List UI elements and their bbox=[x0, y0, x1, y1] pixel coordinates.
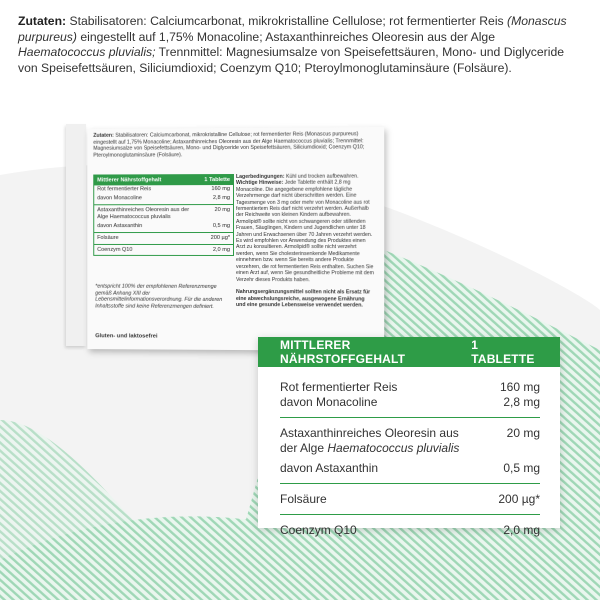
row-value: 0,5 mg bbox=[503, 461, 540, 475]
row-value: 2,8 mg bbox=[503, 395, 540, 409]
divider bbox=[280, 483, 540, 484]
ingredients-label: Zutaten: bbox=[18, 14, 67, 28]
package-ingredients-label: Zutaten: bbox=[93, 132, 114, 139]
ingredients-text bbox=[18, 14, 583, 76]
storage-text: Kühl und trocken aufbewahren. bbox=[284, 173, 359, 180]
row-label: davon Monacoline bbox=[280, 395, 378, 409]
ingredients-part: Stabilisatoren: Calciumcarbonat, mikrokristalline Cellulose; rot fermentierter Reis bbox=[66, 14, 508, 28]
row-label bbox=[280, 426, 470, 456]
row-label-italic: Haematococcus pluvialis bbox=[327, 441, 460, 455]
table-row bbox=[280, 426, 540, 456]
row-label: davon Astaxanthin bbox=[280, 461, 379, 475]
row-label: davon Monacoline bbox=[97, 195, 142, 202]
divider bbox=[280, 514, 540, 515]
ingredients-italic: Haematococcus pluvialis; bbox=[18, 45, 156, 60]
row-label: Folsäure bbox=[280, 492, 327, 506]
storage-label: Lagerbedingungen: bbox=[235, 173, 285, 180]
table-row bbox=[94, 185, 233, 194]
nutrition-card bbox=[258, 337, 560, 537]
package-ingredients-text: Stabilisatoren: Calciumcarbonat, mikrokristalline Cellulose; rot fermentierter Reis (Monascus purpureus) eingestellt auf 1,75% Monacoline; Astaxanthinreiches Oleoresin aus der Alge Haematococcus pluvialis; Trennmittel: Magnesiumsalze von Speisefettsäuren, Mono- und Diglyceride von Speisefettsäuren, Siliciumdioxid; Coenzym Q10; Pteroylmonoglutaminsäure (Folsäure). bbox=[93, 131, 365, 159]
table-row bbox=[280, 523, 540, 538]
divider bbox=[280, 417, 540, 418]
package-table-head-left: Mittlerer Nährstoffgehalt bbox=[97, 177, 162, 184]
row-label: Rot fermentierter Reis bbox=[97, 186, 152, 193]
package-table-header bbox=[94, 175, 233, 185]
package-nutrition-table bbox=[93, 174, 234, 256]
row-value: 0,5 mg bbox=[212, 223, 231, 230]
table-row bbox=[94, 222, 233, 231]
ingredients-part: eingestellt auf 1,75% Monacoline; Astaxanthinreiches Oleoresin aus der Alge bbox=[76, 29, 495, 44]
row-value: 20 mg bbox=[506, 426, 540, 440]
package-table-head-right: 1 Tablette bbox=[204, 177, 231, 184]
row-label: Coenzym Q10 bbox=[97, 246, 133, 253]
row-value: 200 µg* bbox=[498, 492, 540, 506]
package-side bbox=[66, 124, 86, 346]
table-row bbox=[94, 194, 233, 203]
row-value: 160 mg bbox=[211, 186, 231, 193]
table-row bbox=[280, 461, 540, 476]
row-value: 200 µg* bbox=[210, 235, 231, 241]
row-label: Rot fermentierter Reis bbox=[280, 380, 398, 394]
table-row bbox=[280, 395, 540, 410]
row-label: davon Astaxanthin bbox=[97, 223, 143, 230]
row-label: Coenzym Q10 bbox=[280, 523, 357, 537]
row-value: 160 mg bbox=[499, 380, 540, 394]
package-gluten-note: Gluten- und laktosefrei bbox=[95, 333, 158, 340]
product-package bbox=[87, 127, 384, 351]
package-warnings bbox=[236, 173, 375, 309]
nutrition-card-body bbox=[258, 367, 560, 538]
nutrition-card-header bbox=[258, 337, 560, 367]
divider bbox=[94, 244, 233, 245]
table-row bbox=[280, 380, 540, 395]
row-label: Astaxanthinreiches Oleoresin aus der Alge Haematococcus pluvialis bbox=[97, 207, 190, 221]
table-row bbox=[94, 234, 233, 243]
table-row bbox=[280, 492, 540, 507]
divider bbox=[94, 232, 233, 233]
row-value: 2,0 mg bbox=[212, 246, 231, 253]
row-value: 20 mg bbox=[214, 207, 231, 214]
warning-label: Wichtige Hinweise: bbox=[235, 180, 284, 187]
package-ingredients bbox=[93, 131, 377, 159]
ingredients-part: Trennmittel: Magnesiumsalze von Speisefettsäuren, Mono- und Diglyceride von Speisefettsäuren, Siliciumdioxid; Coenzym Q10; Pteroylmonoglutaminsäure (Folsäure). bbox=[18, 45, 564, 75]
card-header-unit: 1 TABLETTE bbox=[471, 338, 535, 366]
package-footnote: *entspricht 100% der empfohlenen Referenzmenge gemäß Anhang XIII der Lebensmittelinformationsverordnung. Für die anderen Inhaltsstoffe sind keine Referenzmengen definiert. bbox=[95, 283, 223, 310]
row-label-text: Astaxanthinreiches Oleoresin aus der Alge bbox=[280, 426, 459, 455]
card-header-title: MITTLERER NÄHRSTOFFGEHALT bbox=[280, 338, 406, 366]
ingredients-italic: (Monascus purpureus) bbox=[18, 14, 567, 44]
row-value: 2,0 mg bbox=[503, 523, 540, 537]
table-row bbox=[94, 246, 233, 255]
table-row bbox=[94, 206, 233, 222]
row-label: Folsäure bbox=[97, 235, 119, 241]
supplement-note: Nahrungsergänzungsmittel sollten nicht als Ersatz für eine abwechslungsreiche, ausgewogene Ernährung und eine gesunde Lebensweise verwendet werden. bbox=[235, 289, 371, 309]
warning-text: Jede Tablette enthält 2,8 mg Monacoline. Die angegebene empfohlene tägliche Verzehrmenge darf nicht überschritten werden. Eine Tagesmenge von 3 mg oder mehr von Monacoline aus rot fermentiertem Reis darf nicht verzehrt werden. Außerhalb der Reichweite von kleinen Kindern aufbewahren. Armolipid® sollte nicht von schwangeren oder stillenden Frauen, Säuglingen, Kindern und Jugendlichen unter 18 Jahren und Erwachsenen über 70 Jahren verzehrt werden. Es wird empfohlen vor Anwendung des Produktes einen Arzt zu konsultieren. Armolipid® sollte nicht verzehrt werden, wenn Sie cholesterinsenkende Medikamente einnehmen bzw. wenn Sie bereits andere Produkte verzehren, die rot fermentierten Reis enthalten. Suchen Sie einen Arzt auf, wenn Sie gesundheitliche Probleme mit dem Verzehr dieses Produkts haben. bbox=[235, 180, 375, 283]
row-value: 2,8 mg bbox=[212, 195, 231, 202]
